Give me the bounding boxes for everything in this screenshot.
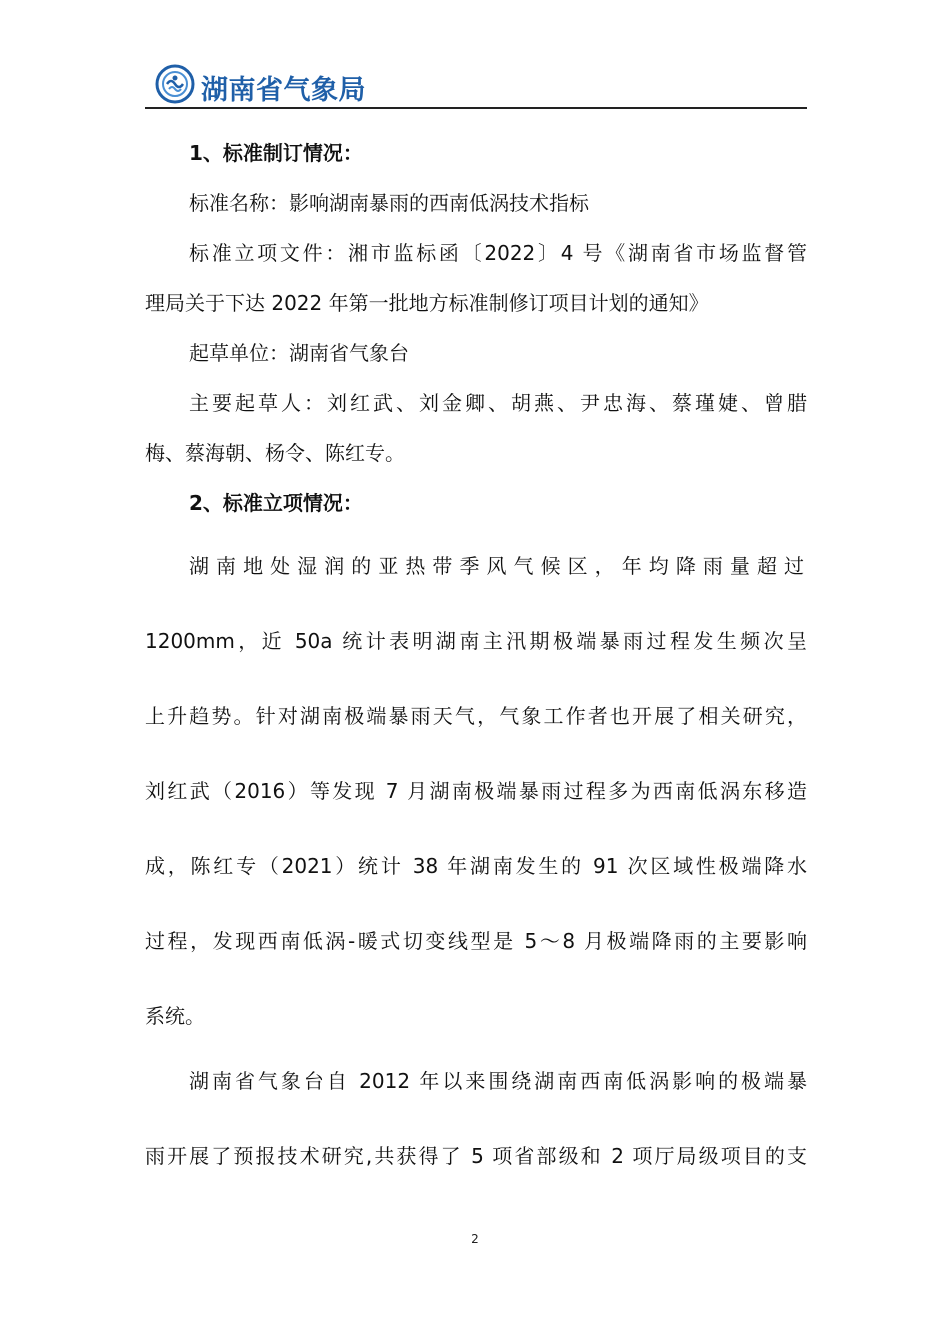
paragraph-line: 系统。 xyxy=(145,1004,205,1028)
drafting-unit-line: 起草单位：湖南省气象台 xyxy=(189,341,409,365)
paragraph-line: 1200mm，近 50a 统计表明湖南主汛期极端暴雨过程发生频次呈 xyxy=(145,629,807,653)
page-number: 2 xyxy=(471,1232,479,1246)
paragraph-line: 雨开展了预报技术研究,共获得了 5 项省部级和 2 项厅局级项目的支 xyxy=(145,1144,807,1168)
meteorological-bureau-logo-icon xyxy=(155,64,195,104)
drafters-line-1: 主要起草人：刘红武、刘金卿、胡燕、尹忠海、蔡瑾婕、曾腊 xyxy=(189,391,807,415)
document-header xyxy=(145,62,807,110)
paragraph-line: 刘红武（2016）等发现 7 月湖南极端暴雨过程多为西南低涡东移造 xyxy=(145,779,807,803)
header-divider xyxy=(145,107,807,109)
paragraph-line: 过程，发现西南低涡-暖式切变线型是 5～8 月极端降雨的主要影响 xyxy=(145,929,807,953)
project-doc-line-2: 理局关于下达 2022 年第一批地方标准制修订项目计划的通知》 xyxy=(145,291,709,315)
project-doc-line-1: 标准立项文件：湘市监标函〔2022〕4 号《湖南省市场监督管 xyxy=(189,241,807,265)
paragraph-line: 上升趋势。针对湖南极端暴雨天气，气象工作者也开展了相关研究， xyxy=(145,704,807,728)
paragraph-line: 成，陈红专（2021）统计 38 年湖南发生的 91 次区域性极端降水 xyxy=(145,854,807,878)
section-2-heading: 2、标准立项情况： xyxy=(189,491,363,515)
org-name: 湖南省气象局 xyxy=(201,75,366,106)
section-1-heading: 1、标准制订情况： xyxy=(189,141,363,165)
drafters-line-2: 梅、蔡海朝、杨令、陈红专。 xyxy=(145,441,405,465)
paragraph-line: 湖南省气象台自 2012 年以来围绕湖南西南低涡影响的极端暴 xyxy=(189,1069,807,1093)
standard-name-line: 标准名称：影响湖南暴雨的西南低涡技术指标 xyxy=(189,191,589,215)
paragraph-line: 湖南地处湿润的亚热带季风气候区，年均降雨量超过 xyxy=(189,554,807,578)
